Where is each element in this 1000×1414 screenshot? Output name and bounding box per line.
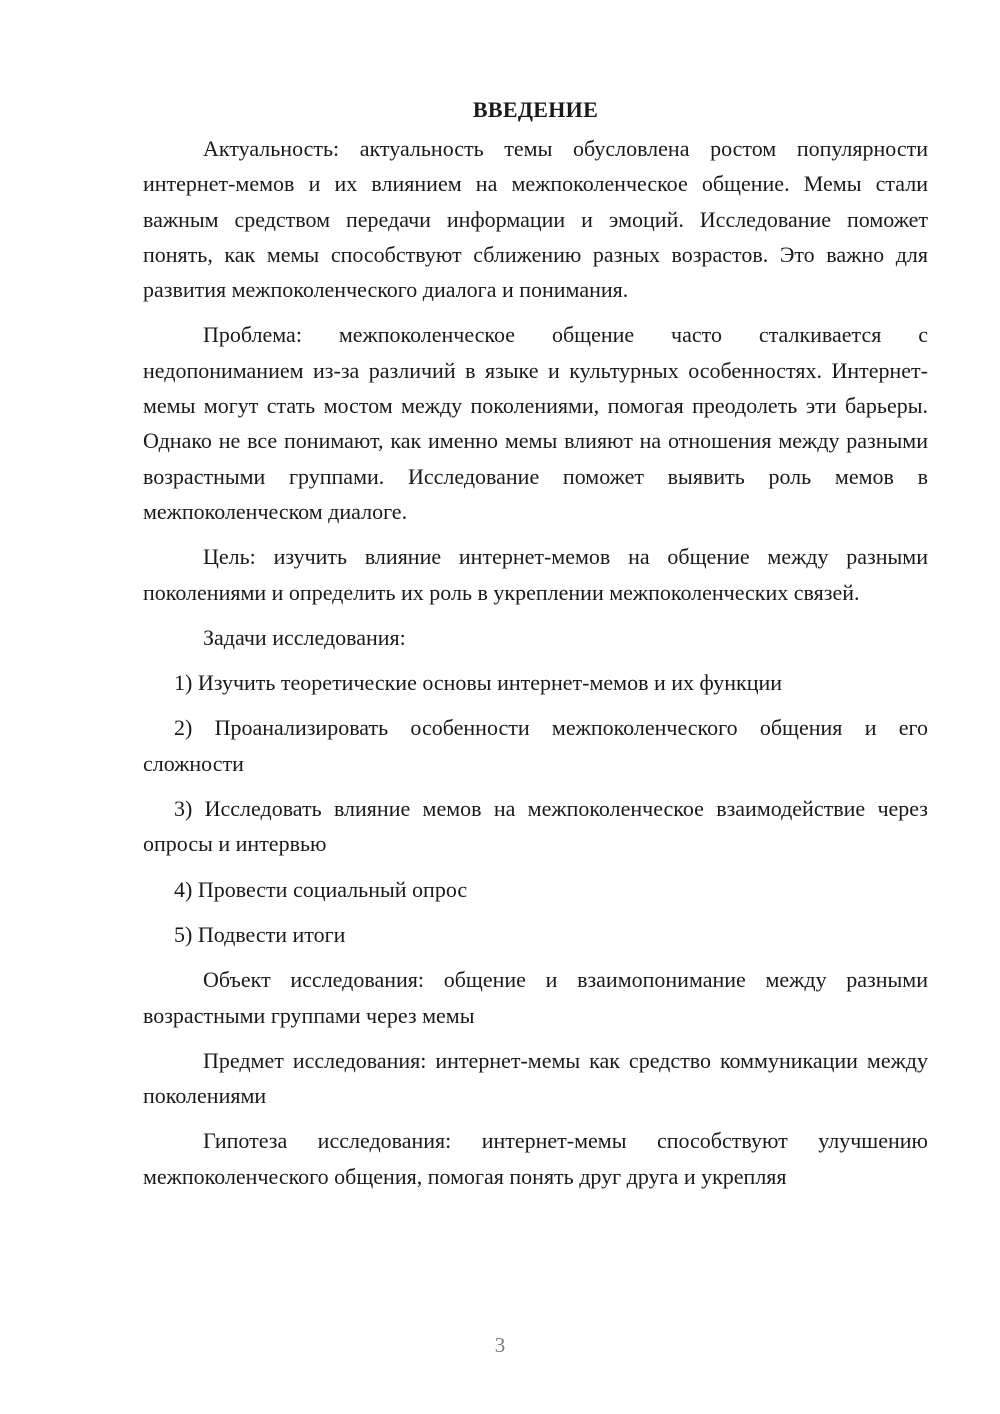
task-item: 3) Исследовать влияние мемов на межпоколенческое взаимодействие через опросы и интервью <box>143 796 928 857</box>
paragraph-goal: Цель: изучить влияние интернет-мемов на общение между разными поколениями и определить их роль в укреплении межпоколенческих связей. <box>143 544 928 605</box>
task-item: 1) Изучить теоретические основы интернет-мемов и их функции <box>174 670 783 696</box>
page-number: 3 <box>494 1333 506 1357</box>
task-item: 4) Провести социальный опрос <box>174 876 468 902</box>
section-title: ВВЕДЕНИЕ <box>472 97 599 122</box>
paragraph-tasks-heading: Задачи исследования: <box>203 624 406 650</box>
task-item: 5) Подвести итоги <box>174 921 346 947</box>
paragraph-hypothesis: Гипотеза исследования: интернет-мемы способствуют улучшению межпоколенческого общения, помогая понять друг друга и укрепляя <box>143 1128 928 1189</box>
paragraph-problem: Проблема: межпоколенческое общение часто сталкивается с недопониманием из-за различий в языке и культурных особенностях. Интернет-мемы могут стать мостом между поколениями, помогая преодолеть эти барьеры. Однако не все понимают, как именно мемы влияют на отношения между разными возрастными группами. Исследование поможет выявить роль мемов в межпоколенческом диалоге. <box>143 322 928 524</box>
page-content <box>143 92 928 1204</box>
paragraph-object: Объект исследования: общение и взаимопонимание между разными возрастными группами через мемы <box>143 967 928 1028</box>
paragraph-relevance: Актуальность: актуальность темы обусловлена ростом популярности интернет-мемов и их влиянием на межпоколенческое общение. Мемы стали важным средством передачи информации и эмоций. Исследование поможет понять, как мемы способствуют сближению разных возрастов. Это важно для развития межпоколенческого диалога и понимания. <box>143 136 928 303</box>
paragraph-subject: Предмет исследования: интернет-мемы как средство коммуникации между поколениями <box>143 1047 928 1109</box>
task-item: 2) Проанализировать особенности межпоколенческого общения и его сложности <box>143 715 928 776</box>
